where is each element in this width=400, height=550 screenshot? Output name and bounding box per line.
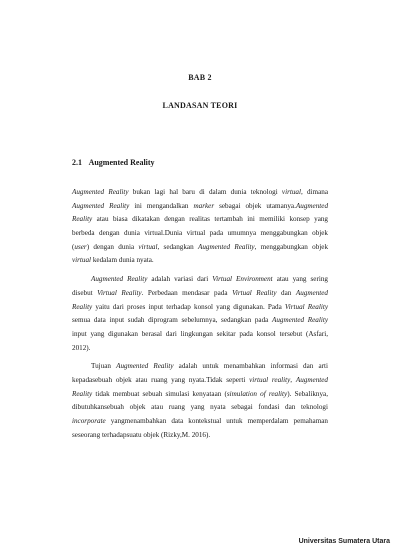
italic-term: Virtual Environment: [212, 275, 273, 284]
paragraph: [72, 360, 328, 442]
text-run: , menggabungkan objek: [254, 242, 329, 251]
text-run: ). Sebaliknya,: [287, 389, 329, 398]
text-run: bukan lagi hal baru di dalam dunia teknologi: [128, 188, 282, 196]
text-run: , sedangkan: [157, 242, 198, 251]
text-run: tidak membuat sebuah simulasi kenyataan (: [92, 389, 227, 398]
paragraph-line: [72, 301, 328, 315]
italic-term: Augmented: [295, 375, 328, 384]
italic-term: virtual: [138, 242, 158, 251]
italic-term: Augmented Reality: [72, 201, 130, 210]
text-run: , dimana: [300, 188, 328, 196]
paragraph-line: [72, 429, 328, 443]
section-number: 2.1: [72, 158, 82, 167]
footer-university: Universitas Sumatera Utara: [298, 538, 390, 545]
paragraph-line: [72, 360, 328, 374]
text-run: kedalam dunia nyata.: [91, 256, 154, 265]
text-run: disebut: [72, 288, 98, 297]
text-run: (: [72, 242, 75, 251]
text-run: seseorang terhadapsuatu objek (Rizky,M. 2016).: [72, 430, 211, 439]
text-run: input yang digunakan berasal dari lingkungan sekitar pada konsol tersebut (Asfari,: [72, 329, 328, 338]
text-run: kepadasebuah objek atau ruang yang nyata.Tidak seperti: [72, 375, 250, 384]
paragraph-line: [72, 186, 328, 200]
italic-term: Virtual Reality: [232, 288, 277, 297]
text-run: berbeda dengan dunia virtual.Dunia virtual pada umumnya menggabungkan objek: [72, 229, 328, 238]
italic-term: Virtual Reality: [284, 302, 328, 311]
italic-term: Augmented Reality: [72, 188, 129, 196]
paragraph-line: [72, 287, 328, 301]
italic-term: Reality: [72, 215, 93, 224]
paragraph-line: [72, 314, 328, 328]
italic-term: simulation of reality: [226, 389, 288, 398]
paragraph-line: [72, 241, 328, 255]
chapter-number: BAB 2: [188, 73, 212, 82]
text-run: atau biasa dikatakan dengan realitas tertambah ini memiliki konsep yang: [92, 215, 328, 224]
body-text: [72, 186, 328, 442]
italic-term: marker: [193, 201, 215, 210]
paragraph: [72, 273, 328, 355]
italic-term: Augmented Reality: [91, 275, 148, 284]
italic-term: Reality: [72, 302, 93, 311]
paragraph-line: [72, 273, 328, 287]
text-run: yaitu dari proses input terhadap konsol yang digunakan. Pada: [92, 302, 285, 311]
paragraph-line: [72, 227, 328, 241]
text-run: 2012).: [72, 343, 91, 352]
text-run: sebagai objek utamanya.: [214, 201, 296, 210]
italic-term: user: [74, 242, 87, 251]
chapter-title: LANDASAN TEORI: [162, 101, 238, 110]
italic-term: virtual: [281, 188, 301, 196]
italic-term: Augmented Reality: [116, 362, 174, 371]
paragraph-line: [72, 388, 328, 402]
paragraph-line: [72, 374, 328, 388]
text-run: ,: [290, 375, 296, 384]
italic-term: virtual reality: [249, 375, 291, 384]
paragraph-line: [72, 401, 328, 415]
paragraph: [72, 186, 328, 268]
section-title: Augmented Reality: [88, 158, 155, 167]
text-run: adalah variasi dari: [147, 275, 213, 284]
text-run: ini mengandalkan: [129, 201, 194, 210]
italic-term: Reality: [72, 389, 93, 398]
italic-term: Augmented: [295, 288, 328, 297]
text-run: adalah untuk menambahkan informasi dan arti: [173, 362, 328, 371]
paragraph-line: [72, 342, 328, 356]
italic-term: incorporate: [72, 417, 106, 425]
paragraph-line: [72, 213, 328, 227]
paragraph-line: [72, 415, 328, 429]
paragraph-line: [72, 254, 328, 268]
text-run: dan: [276, 288, 296, 297]
text-run: Tujuan: [91, 362, 117, 371]
section-heading: [72, 158, 155, 167]
italic-term: Augmented Reality: [271, 316, 328, 325]
text-run: yangmenambahkan data kontekstual untuk memperdalam pemahaman: [105, 417, 328, 425]
text-run: semua data input sudah diprogram sebelumnya, sedangkan pada: [72, 316, 272, 325]
paragraph-line: [72, 200, 328, 214]
text-run: . Perbedaan mendasar pada: [141, 288, 233, 297]
italic-term: Virtual Reality: [97, 288, 142, 297]
text-run: ) dengan dunia: [86, 242, 139, 251]
italic-term: Augmented: [295, 201, 329, 210]
italic-term: Augmented Reality: [197, 242, 255, 251]
paragraph-line: [72, 328, 328, 342]
text-run: atau yang sering: [272, 275, 328, 284]
text-run: dibutuhkansebuah objek atau ruang yang nyata sebagai fondasi dan teknologi: [72, 403, 328, 412]
italic-term: virtual: [72, 256, 92, 265]
